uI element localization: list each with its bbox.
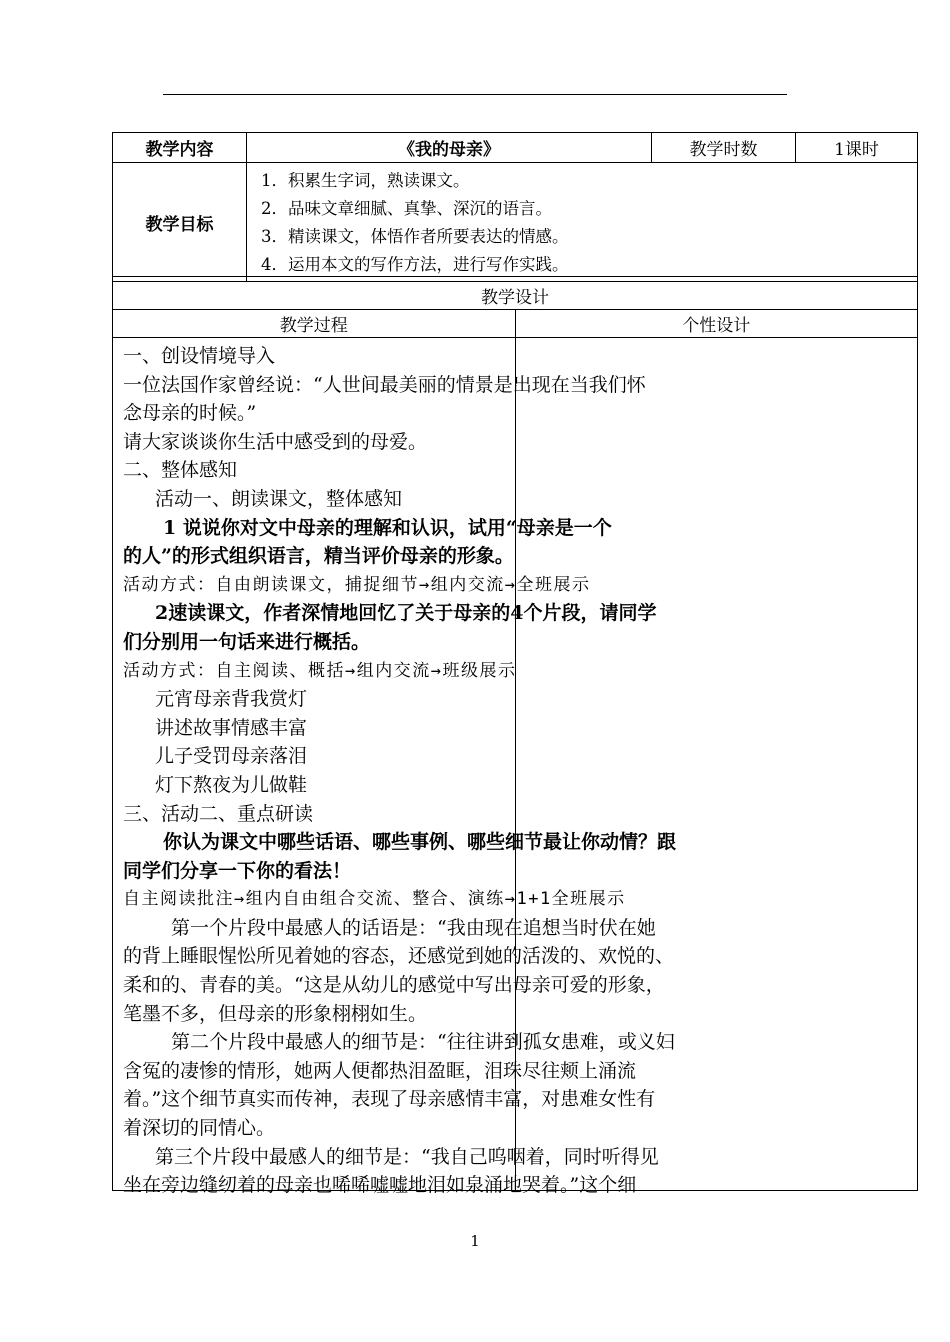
page-number: 1 [470, 1232, 480, 1250]
process-line: 们分别用一句话来进行概括。 [123, 630, 371, 653]
process-line: 你认为课文中哪些话语、哪些事例、哪些细节最让你动情？跟 [163, 831, 677, 854]
process-line: 第三个片段中最感人的细节是：“我自己呜咽着，同时听得见 [155, 1145, 659, 1168]
lesson-title: 《我的母亲》 [247, 133, 652, 163]
goal-item: 1．积累生字词，熟读课文。 [261, 171, 470, 190]
process-line: 活动方式：自由朗读课文，捕捉细节→组内交流→全班展示 [123, 574, 591, 595]
process-content [113, 338, 677, 1197]
hours-label: 教学时数 [652, 133, 796, 163]
process-line: 的背上睡眼惺忪所见着她的容态，还感觉到她的活泼的、欢悦的、 [123, 945, 675, 968]
process-line: 着深切的同情心。 [123, 1117, 276, 1140]
process-line: 三、活动二、重点研读 [123, 802, 314, 825]
process-line: 自主阅读批注→组内自由组合交流、整合、演练→1+1全班展示 [123, 889, 626, 910]
goals-cell [247, 163, 918, 282]
hours-value: 1课时 [796, 133, 918, 163]
process-line: 活动方式：自主阅读、概括→组内交流→班级展示 [123, 660, 517, 681]
process-line: 活动一、朗读课文，整体感知 [155, 487, 403, 510]
goal-item: 4．运用本文的写作方法，进行写作实践。 [261, 255, 569, 274]
process-lines [123, 342, 677, 1197]
process-line: 着。”这个细节真实而传神，表现了母亲感情丰富，对患难女性有 [123, 1088, 656, 1111]
process-line: 1 说说你对文中母亲的理解和认识，试用“母亲是一个 [163, 516, 612, 539]
lesson-info-table [112, 132, 918, 282]
process-line: 请大家谈谈你生活中感受到的母爱。 [123, 430, 428, 453]
process-line: 同学们分享一下你的看法！ [123, 859, 352, 882]
process-line: 第二个片段中最感人的细节是：“往往讲到孤女患难，或义妇 [171, 1031, 675, 1054]
design-table [112, 281, 918, 1197]
personal-label: 个性设计 [515, 310, 918, 338]
process-line: 笔墨不多，但母亲的形象栩栩如生。 [123, 1002, 428, 1025]
process-line: 第一个片段中最感人的话语是：“我由现在追想当时伏在她 [171, 916, 656, 939]
goals-label: 教学目标 [113, 163, 247, 282]
process-line: 儿子受罚母亲落泪 [155, 745, 308, 768]
process-line: 讲述故事情感丰富 [155, 716, 308, 739]
process-line: 元宵母亲背我赏灯 [155, 688, 308, 711]
process-line: 一位法国作家曾经说：“人世间最美丽的情景是出现在当我们怀 [123, 373, 646, 396]
process-line: 念母亲的时候。” [123, 402, 257, 425]
content-label: 教学内容 [113, 133, 247, 163]
process-label: 教学过程 [113, 310, 516, 338]
process-line: 2速读课文，作者深情地回忆了关于母亲的4个片段，请同学 [155, 602, 657, 625]
header-rule [163, 94, 787, 95]
process-line: 柔和的、青春的美。“这是从幼儿的感觉中写出母亲可爱的形象， [123, 974, 665, 997]
process-line: 含冤的凄惨的情形，她两人便都热泪盈眶，泪珠尽往颊上涌流 [123, 1059, 637, 1082]
design-title: 教学设计 [113, 282, 918, 310]
goal-item: 3．精读课文，体悟作者所要表达的情感。 [261, 227, 569, 246]
process-line: 的人”的形式组织语言，精当评价母亲的形象。 [123, 545, 514, 568]
goal-item: 2．品味文章细腻、真挚、深沉的语言。 [261, 199, 552, 218]
process-line: 坐在旁边缝纫着的母亲也唏唏嘘嘘地泪如泉涌地哭着。”这个细 [123, 1174, 637, 1197]
process-line: 一、创设情境导入 [123, 345, 276, 367]
double-rule [112, 276, 918, 277]
process-line: 二、整体感知 [123, 459, 238, 482]
process-line: 灯下熬夜为儿做鞋 [155, 773, 308, 796]
